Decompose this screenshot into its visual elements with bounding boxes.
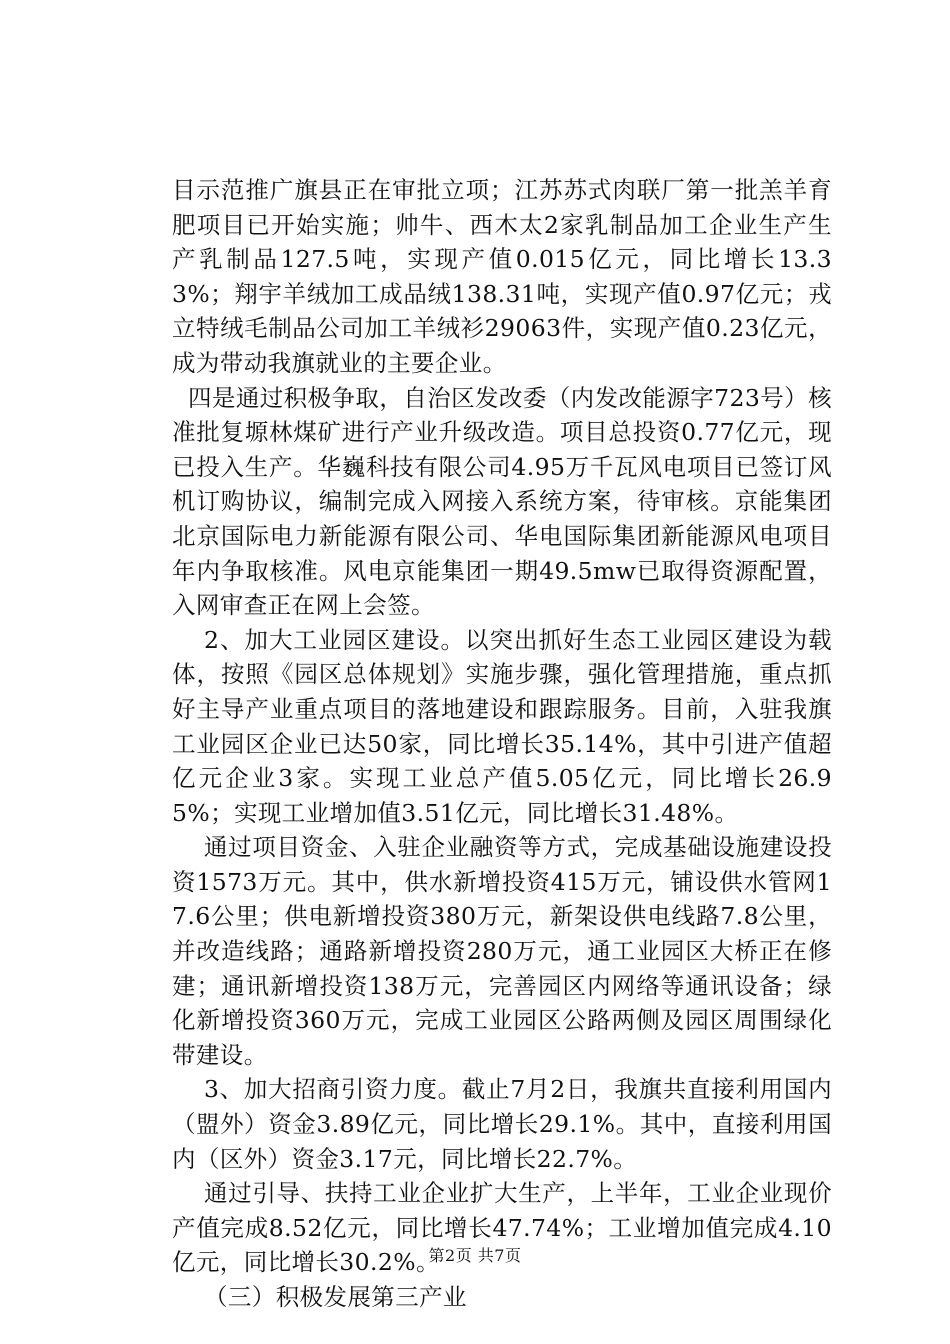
- document-body: [172, 173, 832, 1315]
- paragraph-1: 目示范推广旗县正在审批立项；江苏苏式肉联厂第一批羔羊育肥项目已开始实施；帅牛、西木太2家乳制品加工企业生产生产乳制品127.5吨，实现产值0.015亿元，同比增长13.33%；翔宇羊绒加工成品绒138.31吨，实现产值0.97亿元；戎立特绒毛制品公司加工羊绒衫29063件，实现产值0.23亿元，成为带动我旗就业的主要企业。: [172, 176, 832, 377]
- paragraph-2: 四是通过积极争取，自治区发改委（内发改能源字723号）核准批复塬林煤矿进行产业升级改造。项目总投资0.77亿元，现已投入生产。华巍科技有限公司4.95万千瓦风电项目已签订风机订购协议，编制完成入网接入系统方案，待审核。京能集团北京国际电力新能源有限公司、华电国际集团新能源风电项目年内争取核准。风电京能集团一期49.5mw已取得资源配置，入网审查正在网上会签。: [172, 383, 832, 620]
- page-number: 第2页 共7页: [428, 1246, 522, 1265]
- paragraph-3: 2、加大工业园区建设。以突出抓好生态工业园区建设为载体，按照《园区总体规划》实施步骤，强化管理措施，重点抓好主导产业重点项目的落地建设和跟踪服务。目前，入驻我旗工业园区企业已达50家，同比增长35.14%，其中引进产值超亿元企业3家。实现工业总产值5.05亿元，同比增长26.95%；实现工业增加值3.51亿元，同比增长31.48%。: [172, 625, 832, 827]
- paragraph-5: 3、加大招商引资力度。截止7月2日，我旗共直接利用国内（盟外）资金3.89亿元，同比增长29.1%。其中，直接利用国内（区外）资金3.17元，同比增长22.7%。: [172, 1075, 832, 1173]
- paragraph-6: 通过引导、扶持工业企业扩大生产，上半年，工业企业现价产值完成8.52亿元，同比增长47.74%；工业增加值完成4.10亿元，同比增长30.2%。: [172, 1179, 832, 1277]
- paragraph-4: 通过项目资金、入驻企业融资等方式，完成基础设施建设投资1573万元。其中，供水新增投资415万元，铺设供水管网17.6公里；供电新增投资380万元，新架设供电线路7.8公里，并改造线路；通路新增投资280万元，通工业园区大桥正在修建；通讯新增投资138万元，完善园区内网络等通讯设备；绿化新增投资360万元，完成工业园区公路两侧及园区周围绿化带建设。: [172, 833, 832, 1069]
- section-heading: （三）积极发展第三产业: [204, 1283, 467, 1311]
